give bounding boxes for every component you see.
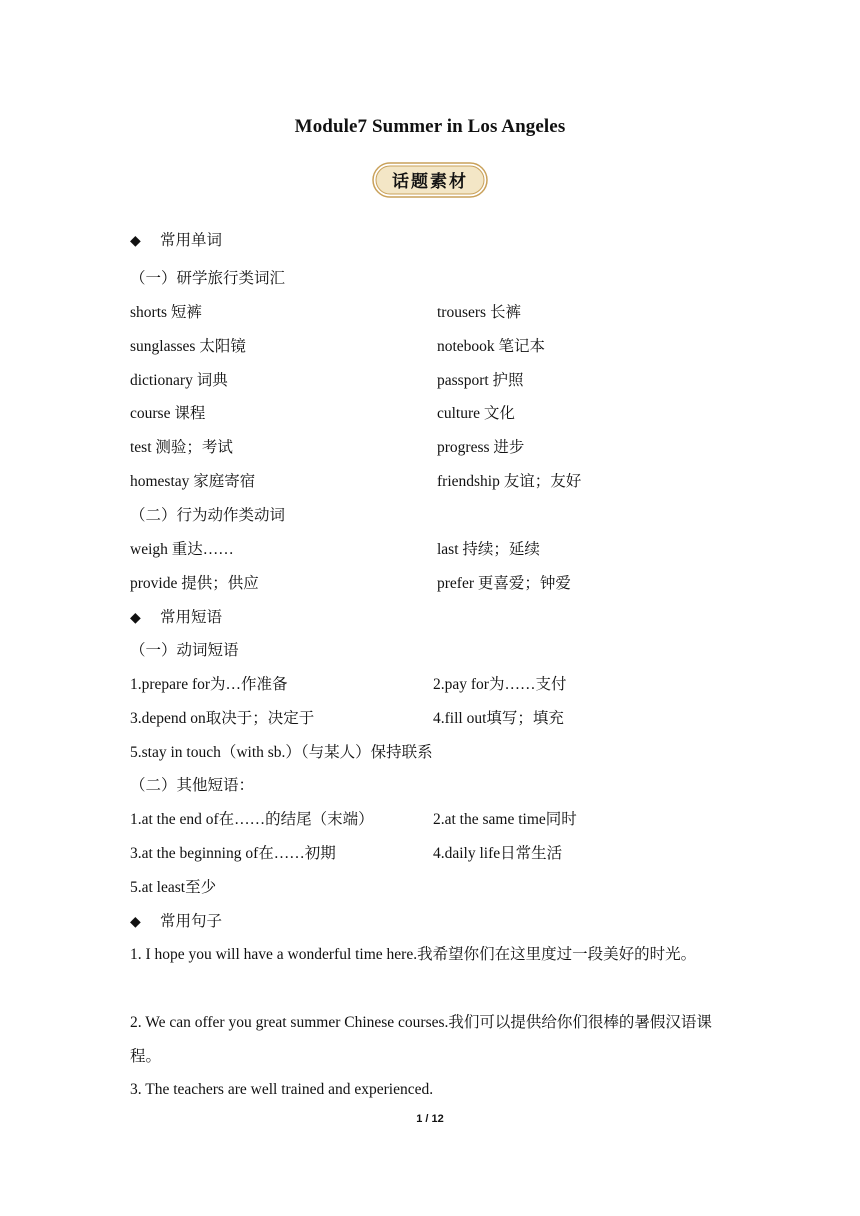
page-number: 1 / 12 (416, 1113, 444, 1125)
phrase-item: 4.fill out填写；填充 (433, 710, 564, 727)
words-subheading-1: （一）研学旅行类词汇 (130, 270, 286, 287)
phrase-item: 2.pay for为……支付 (433, 676, 567, 693)
phrase-item: 2.at the same time同时 (433, 811, 577, 828)
word-item: provide 提供；供应 (130, 575, 259, 592)
section-heading-words: ◆ 常用单词 (130, 231, 223, 249)
diamond-bullet-icon: ◆ (130, 610, 141, 626)
word-item: test 测验；考试 (130, 439, 233, 456)
phrase-item: 4.daily life日常生活 (433, 845, 563, 862)
sentence-item: 1. I hope you will have a wonderful time here.我希望你们在这里度过一段美好的时光。 (130, 946, 697, 963)
phrase-item: 3.depend on取决于；决定于 (130, 710, 315, 727)
word-item: prefer 更喜爱；钟爱 (437, 575, 571, 592)
phrases-subheading-2: （二）其他短语： (130, 777, 255, 794)
word-item: shorts 短裤 (130, 304, 202, 321)
word-item: trousers 长裤 (437, 304, 521, 321)
phrase-item: 1.prepare for为…作准备 (130, 676, 288, 693)
word-item: passport 护照 (437, 372, 524, 389)
section-heading-phrases: ◆ 常用短语 (130, 608, 223, 626)
word-item: culture 文化 (437, 405, 515, 422)
word-item: weigh 重达…… (130, 541, 234, 558)
words-subheading-2: （二）行为动作类动词 (130, 507, 286, 524)
word-item: friendship 友谊；友好 (437, 473, 582, 490)
section-heading-sentences: ◆ 常用句子 (130, 912, 223, 930)
diamond-bullet-icon: ◆ (130, 233, 141, 249)
phrase-item: 5.at least至少 (130, 879, 217, 896)
phrases-subheading-1: （一）动词短语 (130, 642, 239, 659)
word-item: dictionary 词典 (130, 372, 228, 389)
word-item: notebook 笔记本 (437, 338, 546, 355)
word-item: sunglasses 太阳镜 (130, 338, 246, 355)
page-title: Module7 Summer in Los Angeles (294, 116, 566, 137)
sentence-item: 2. We can offer you great summer Chinese courses.我们可以提供给你们很棒的暑假汉语课程。 (130, 1014, 712, 1065)
word-item: course 课程 (130, 405, 206, 422)
topic-badge (372, 162, 488, 198)
word-item: homestay 家庭寄宿 (130, 473, 256, 490)
phrase-item: 3.at the beginning of在……初期 (130, 845, 336, 862)
diamond-bullet-icon: ◆ (130, 914, 141, 930)
word-item: last 持续；延续 (437, 541, 540, 558)
sentence-item: 3. The teachers are well trained and experienced. (130, 1081, 434, 1098)
phrase-item: 5.stay in touch（with sb.）（与某人）保持联系 (130, 744, 433, 761)
word-item: progress 进步 (437, 439, 525, 456)
phrase-item: 1.at the end of在……的结尾（末端） (130, 811, 374, 828)
badge-label: 话题素材 (392, 172, 468, 192)
